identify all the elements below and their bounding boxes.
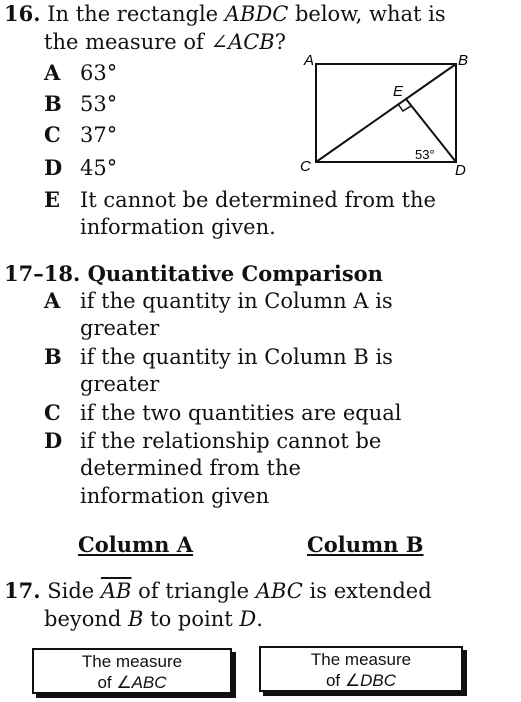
q16-option-e-line2: information given. <box>80 215 276 239</box>
option-letter: D <box>44 428 63 453</box>
option-letter: B <box>44 344 62 369</box>
option-letter: D <box>44 155 63 180</box>
angle-symbol: ∠ <box>210 30 229 54</box>
q17-text-1c: is extended <box>302 579 432 603</box>
column-b-quantity-line2 <box>261 670 461 691</box>
option-text: 45° <box>80 156 118 180</box>
option-letter: A <box>44 60 61 85</box>
q16-text-2a: the measure of <box>44 30 211 54</box>
q17-line2 <box>44 605 263 633</box>
label-c: C <box>300 158 311 175</box>
angle-symbol: ∠ <box>116 673 132 692</box>
label-a: A <box>304 52 315 69</box>
q17-text-1a: Side <box>47 579 101 603</box>
q17-text-2c: . <box>256 607 263 631</box>
right-angle-mark <box>398 104 411 111</box>
option-letter: E <box>44 187 61 212</box>
q1718-heading <box>4 260 383 288</box>
q16-var-acb: ACB <box>228 30 275 54</box>
column-a-quantity-line1: The measure <box>81 652 183 671</box>
q17-text-1b: of triangle <box>131 579 256 603</box>
column-a-quantity-of: of <box>97 673 117 692</box>
qc-option-d-line3: information given <box>80 484 270 508</box>
qc-option-d <box>44 428 381 453</box>
q17-var-abc: ABC <box>255 579 303 603</box>
q17-line1 <box>4 577 432 605</box>
column-a-angle-abc: ABC <box>131 673 167 692</box>
option-letter: B <box>44 91 62 116</box>
q16-number: 16. <box>4 1 41 26</box>
label-d: D <box>455 162 466 178</box>
option-text: if the quantity in Column B is <box>80 345 393 369</box>
label-b: B <box>458 52 469 69</box>
option-letter: A <box>44 288 61 313</box>
q16-option-a[interactable] <box>44 60 117 85</box>
q16-option-e[interactable] <box>44 187 436 212</box>
option-letter: C <box>44 122 61 147</box>
q16-line2 <box>44 28 286 56</box>
q17-number: 17. <box>4 578 41 603</box>
q16-var-abdc: ABDC <box>224 2 289 26</box>
angle-label-53: 53° <box>415 147 435 162</box>
segment-ab: $\overline{AB}$ <box>100 579 132 603</box>
diagonal-cb <box>316 64 456 162</box>
column-b-quantity-line1: The measure <box>310 650 412 669</box>
option-text: 37° <box>80 123 118 147</box>
q17-text-2b: to point <box>143 607 240 631</box>
qc-option-c <box>44 400 401 425</box>
option-text: if the relationship cannot be <box>80 429 382 453</box>
qc-option-a <box>44 288 393 313</box>
column-a-heading: Column A <box>78 532 194 557</box>
column-b-heading: Column B <box>307 532 424 557</box>
q17-text-2a: beyond <box>44 607 129 631</box>
option-letter: C <box>44 400 61 425</box>
option-text: if the quantity in Column A is <box>80 289 393 313</box>
q16-text-1a: In the rectangle <box>47 2 225 26</box>
option-text: 63° <box>80 61 118 85</box>
q17-var-b: B <box>128 607 144 631</box>
column-b-quantity-of: of <box>325 671 345 690</box>
q16-text-1b: below, what is <box>288 2 446 26</box>
q16-line1 <box>4 0 446 28</box>
qc-option-d-line2: determined from the <box>80 456 301 480</box>
angle-symbol: ∠ <box>344 671 361 690</box>
column-a-quantity-box <box>32 648 232 694</box>
q16-option-d[interactable] <box>44 155 117 180</box>
column-a-quantity-line2 <box>34 672 230 693</box>
q1718-title: Quantitative Comparison <box>87 261 383 286</box>
option-text: 53° <box>80 92 118 116</box>
qc-option-a-line2: greater <box>80 316 160 340</box>
column-b-quantity-box <box>259 646 463 692</box>
q1718-number: 17–18. <box>4 261 81 286</box>
q16-option-b[interactable] <box>44 91 117 116</box>
label-e: E <box>393 83 404 100</box>
rectangle-figure <box>296 50 478 178</box>
option-text: It cannot be determined from the <box>80 188 436 212</box>
column-b-angle-dbc: DBC <box>360 671 397 690</box>
qc-option-b <box>44 344 393 369</box>
option-text: if the two quantities are equal <box>80 401 402 425</box>
q16-option-c[interactable] <box>44 122 117 147</box>
q16-text-2b: ? <box>274 30 287 54</box>
qc-option-b-line2: greater <box>80 372 160 396</box>
q17-var-d: D <box>239 607 257 631</box>
